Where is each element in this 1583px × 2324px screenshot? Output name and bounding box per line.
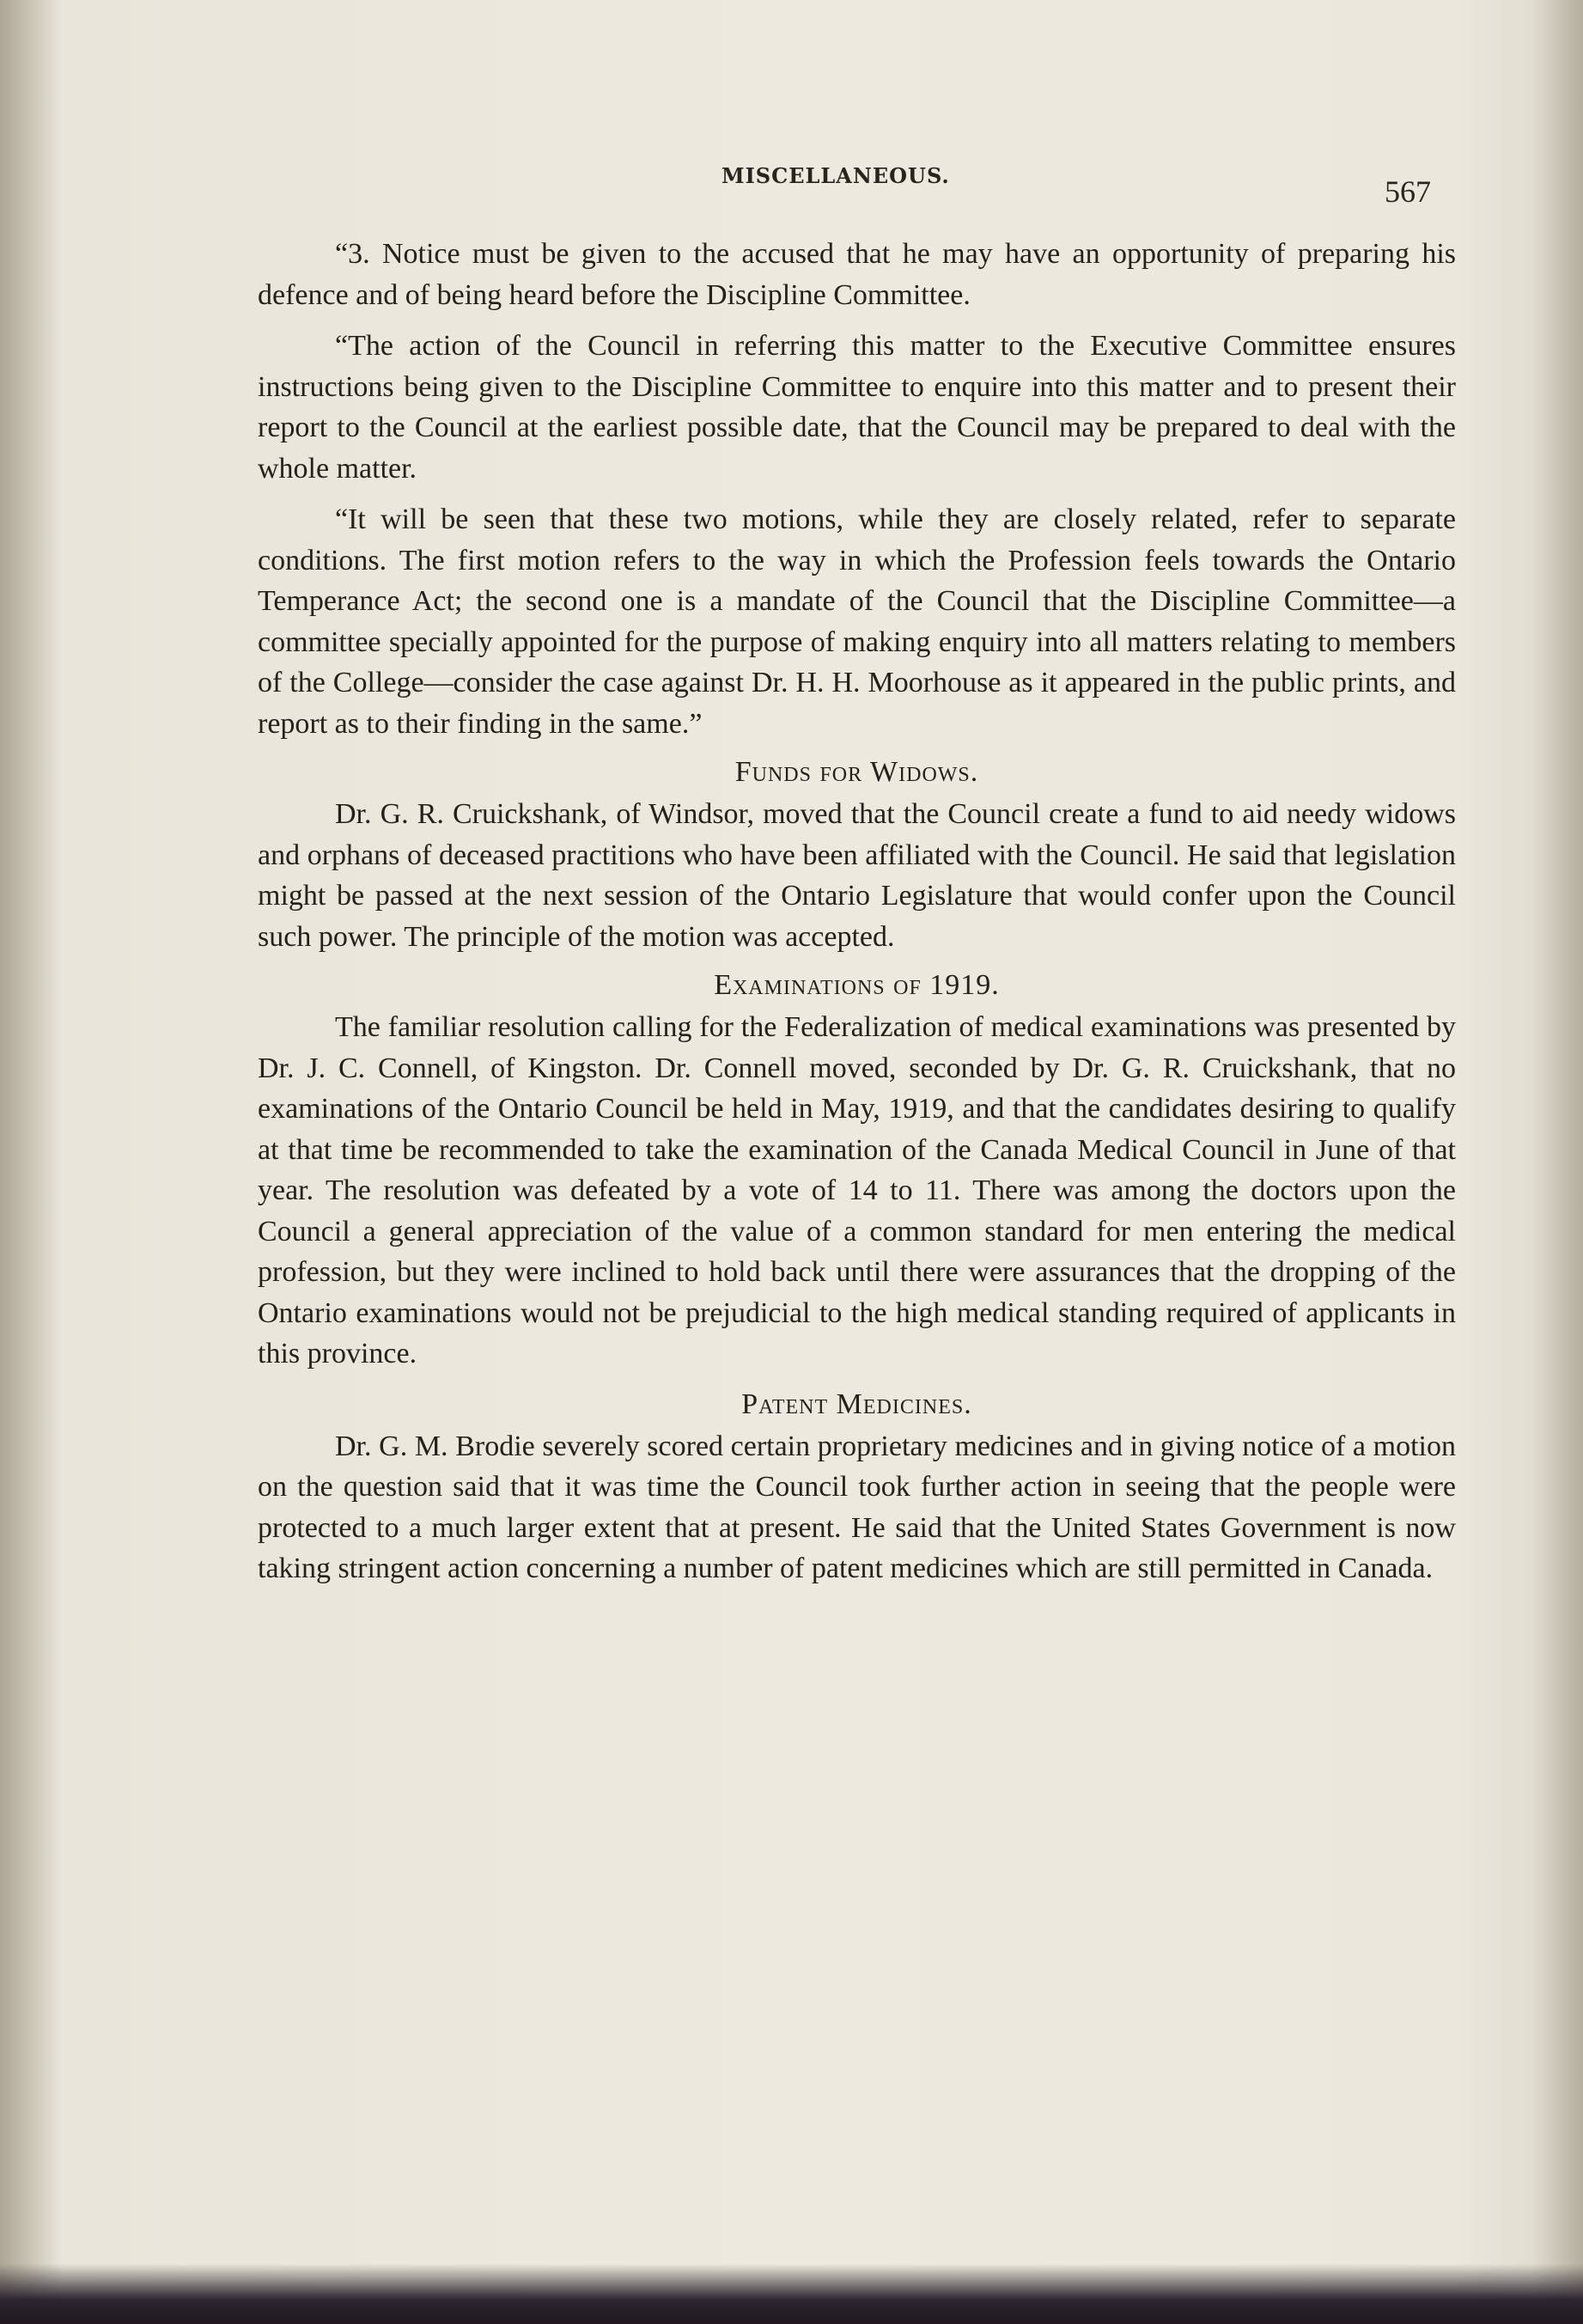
section-heading-examinations: Examinations of 1919.: [714, 969, 1000, 1001]
paragraph-examinations: The familiar resolution calling for the Federalization of medical examinations was presented by Dr. J. C. Connell, of Kingston. Dr. Connell moved, seconded by Dr. G. R. Cruickshank, that no examinations of the Ontario Council be held in May, 1919, and that the candidates desiring to qualify at that time be recommended to take the examination of the Canada Medical Council in June of that year. The resolution was defeated by a vote of 14 to 11. There was among the doctors upon the Council a general appreciation of the value of a common standard for men entering the medical profession, but they were inclined to hold back until there were assurances that the dropping of the Ontario examinations would not be prejudicial to the high medical standing required of applicants in this province.: [258, 1011, 1456, 1369]
running-header: [0, 163, 1583, 209]
binding-shadow: [0, 0, 60, 2324]
body-text: [258, 234, 1456, 1589]
section-heading-widows: Funds for Widows.: [734, 756, 979, 788]
page-number: 567: [1385, 174, 1431, 209]
section-heading-patent-medicines: Patent Medicines.: [741, 1388, 972, 1420]
paragraph-notice: “3. Notice must be given to the accused that he may have an opportunity of preparing his defence and of being heard before the Discipline Committee.: [258, 238, 1456, 311]
paragraph-council-action: “The action of the Council in referring this matter to the Executive Committee ensures instructions being given to the Discipline Committee to enquire into this matter and to present their report to the Council at the earliest possible date, that the Council may be prepared to deal with the whole matter.: [258, 330, 1456, 485]
running-title: MISCELLANEOUS.: [721, 163, 950, 188]
paragraph-widows: Dr. G. R. Cruickshank, of Windsor, moved that the Council create a fund to aid needy widows and orphans of deceased practitions who have been affiliated with the Council. He said that legislation might be passed at the next session of the Ontario Legislature that would confer upon the Council such power. The principle of the motion was accepted.: [258, 798, 1456, 953]
bottom-cover-edge: [0, 2264, 1583, 2324]
paragraph-two-motions: “It will be seen that these two motions, while they are closely related, refer to separate conditions. The first motion refers to the way in which the Profession feels towards the Ontario Temperance Act; the second one is a mandate of the Council that the Discipline Committee—a committee specially appointed for the purpose of making enquiry into all matters relating to members of the College—consider the case against Dr. H. H. Moorhouse as it appeared in the public prints, and report as to their finding in the same.”: [258, 503, 1456, 740]
paragraph-patent-medicines: Dr. G. M. Brodie severely scored certain proprietary medicines and in giving notice of a motion on the question said that it was time the Council took further action in seeing that the people were protected to a much larger extent that at present. He said that the United States Government is now taking stringent action concerning a number of patent medicines which are still permitted in Canada.: [258, 1430, 1456, 1584]
page-edge-shading: [1531, 0, 1583, 2324]
